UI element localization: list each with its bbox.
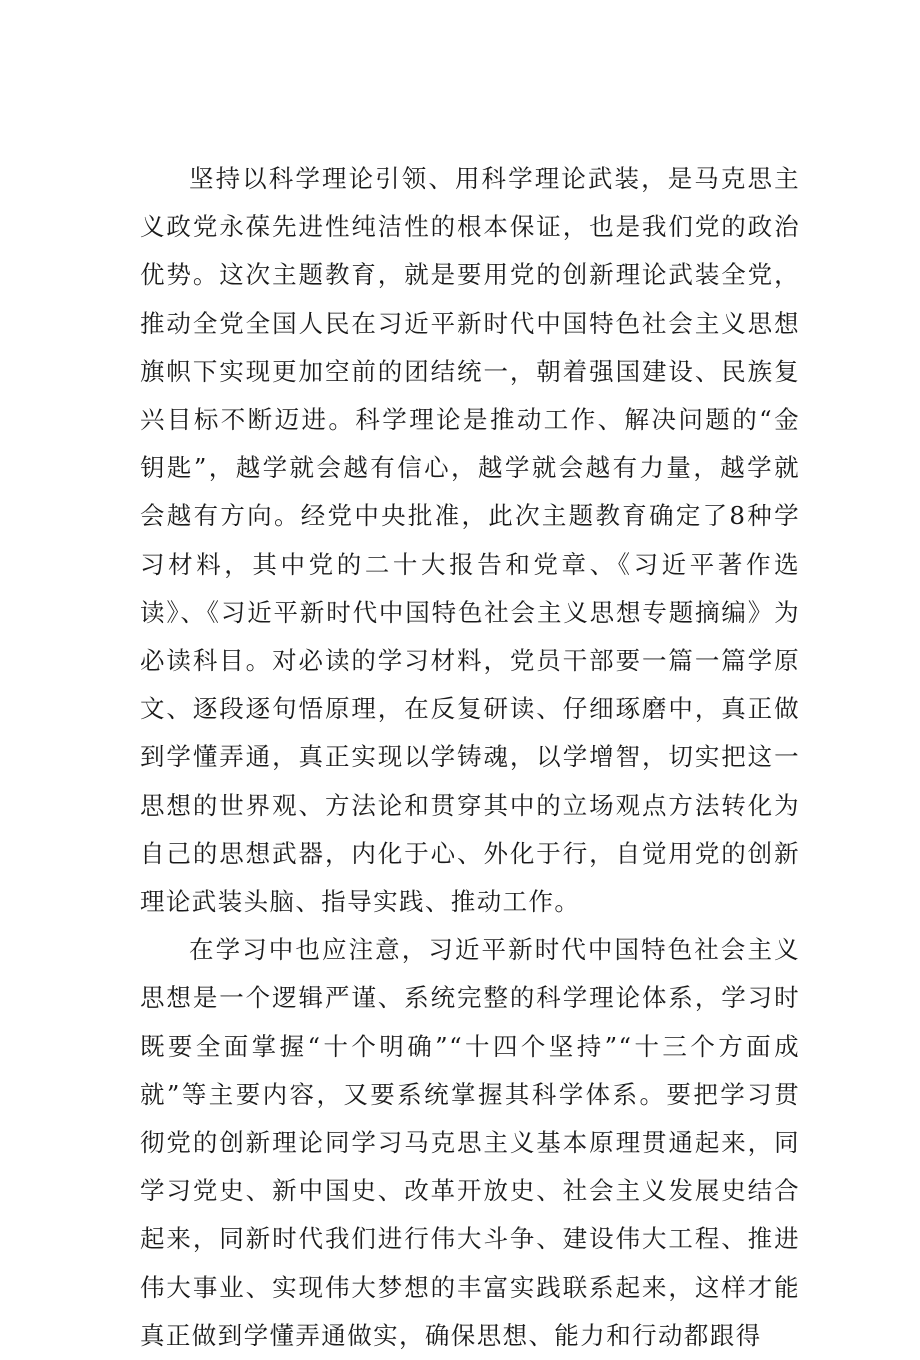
paragraph-2: 在学习中也应注意，习近平新时代中国特色社会主义思想是一个逻辑严谨、系统完整的科学理论体系，学习时既要全面掌握“十个明确”“十四个坚持”“十三个方面成就”等主要内容，又要系统掌握其科学体系。要把学习贯彻党的创新理论同学习马克思主义基本原理贯通起来，同学习党史、新中国史、改革开放史、社会主义发展史结合起来，同新时代我们进行伟大斗争、建设伟大工程、推进伟大事业、实现伟大梦想的丰富实践联系起来，这样才能真正做到学懂弄通做实，确保思想、能力和行动都跟得 bbox=[140, 935, 800, 1350]
document-body bbox=[140, 155, 800, 1360]
paragraph-1: 坚持以科学理论引领、用科学理论武装，是马克思主义政党永葆先进性纯洁性的根本保证，也是我们党的政治优势。这次主题教育，就是要用党的创新理论武装全党，推动全党全国人民在习近平新时代中国特色社会主义思想旗帜下实现更加空前的团结统一，朝着强国建设、民族复兴目标不断迈进。科学理论是推动工作、解决问题的“金钥匙”，越学就会越有信心，越学就会越有力量，越学就会越有方向。经党中央批准，此次主题教育确定了8种学习材料，其中党的二十大报告和党章、《习近平著作选读》、《习近平新时代中国特色社会主义思想专题摘编》为必读科目。对必读的学习材料，党员干部要一篇一篇学原文、逐段逐句悟原理，在反复研读、仔细琢磨中，真正做到学懂弄通，真正实现以学铸魂，以学增智，切实把这一思想的世界观、方法论和贯穿其中的立场观点方法转化为自己的思想武器，内化于心、外化于行，自觉用党的创新理论武装头脑、指导实践、推动工作。 bbox=[140, 164, 800, 917]
